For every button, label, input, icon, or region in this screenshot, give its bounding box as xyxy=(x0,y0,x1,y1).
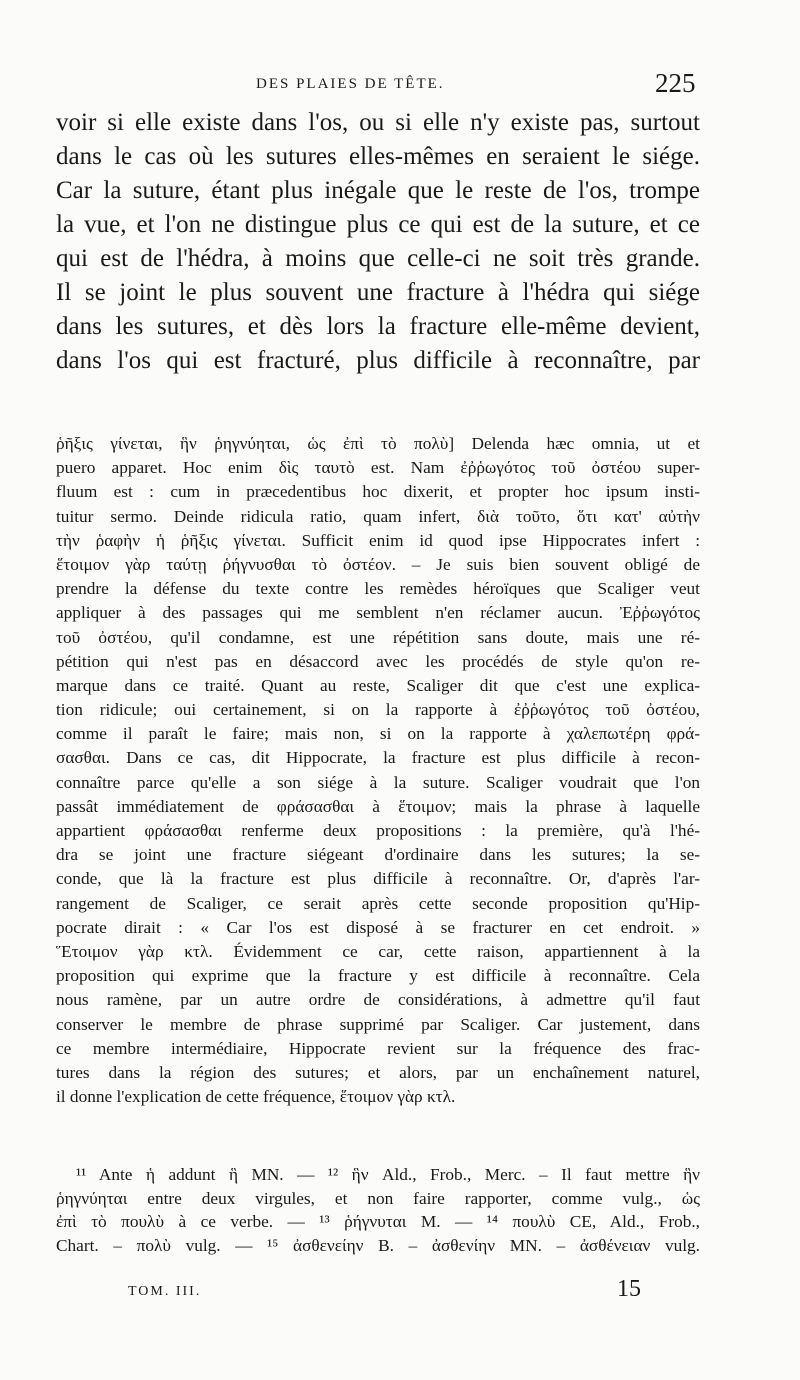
variant-line: Chart. – πολὺ vulg. — ¹⁵ ἀσθενείην B. – ἀσθενίην MN. – ἀσθένειαν vulg. xyxy=(56,1235,700,1255)
main-text-line: Car la suture, étant plus inégale que le reste de l'os, trompe xyxy=(56,177,700,204)
commentary-line: tuitur sermo. Deinde ridicula ratio, quam infert, διὰ τοῦτο, ὅτι κατ' αὐτὴν xyxy=(56,506,700,526)
commentary-line: ἕτοιμον γὰρ ταύτῃ ῥήγνυσθαι τὸ ὀστέον. – Je suis bien souvent obligé de xyxy=(56,554,700,574)
main-text-line: dans le cas où les sutures elles-mêmes en seraient le siége. xyxy=(56,143,700,170)
commentary-line: prendre la défense du texte contre les remèdes héroïques que Scaliger veut xyxy=(56,579,700,599)
commentary-line: marque dans ce traité. Quant au reste, Scaliger dit que c'est une explica- xyxy=(56,675,700,695)
commentary-line: nous ramène, par un autre ordre de considérations, à admettre qu'il faut xyxy=(56,990,700,1010)
main-text-line: dans les sutures, et dès lors la fracture elle-même devient, xyxy=(56,313,700,340)
commentary-line: ce membre intermédiaire, Hippocrate revient sur la fréquence des frac- xyxy=(56,1038,700,1058)
commentary-line: puero apparet. Hoc enim δὶς ταυτὸ est. Nam ἐῤῥωγότος τοῦ ὀστέου super- xyxy=(56,458,700,478)
main-text-line: voir si elle existe dans l'os, ou si elle n'y existe pas, surtout xyxy=(56,109,700,136)
commentary-line: appliquer à des passages qui me semblent n'en réclamer aucun. Ἐῤῥωγότος xyxy=(56,603,700,623)
commentary-line: passât immédiatement de φράσασθαι à ἕτοιμον; mais la phrase à laquelle xyxy=(56,796,700,816)
signature-mark: 15 xyxy=(617,1276,641,1302)
commentary-line: Ἕτοιμον γὰρ κτλ. Évidemment ce car, cette raison, appartiennent à la xyxy=(56,941,700,961)
main-text-block xyxy=(56,106,700,378)
commentary-line: pétition qui n'est pas en désaccord avec les procédés de style qu'on re- xyxy=(56,651,700,671)
commentary-line: conserver le membre de phrase supprimé par Scaliger. Car justement, dans xyxy=(56,1014,700,1034)
commentary-line: dra se joint une fracture siégeant d'ordinaire dans les sutures; la se- xyxy=(56,845,700,865)
page-footer xyxy=(0,1276,800,1306)
commentary-line: fluum est : cum in præcedentibus hoc dixerit, et propter hoc ipsum insti- xyxy=(56,482,700,502)
commentary-line: tion ridicule; oui certainement, si on la rapporte à ἐῤῥωγότος τοῦ ὀστέου, xyxy=(56,700,700,720)
commentary-line: pocrate dirait : « Car l'os est disposé à se fracturer en cet endroit. » xyxy=(56,917,700,937)
commentary-line: τοῦ ὀστέου, qu'il condamne, est une répétition sans doute, mais une ré- xyxy=(56,627,700,647)
commentary-line: σασθαι. Dans ce cas, dit Hippocrate, la fracture est plus difficile à recon- xyxy=(56,748,700,768)
main-text-line: dans l'os qui est fracturé, plus difficile à reconnaître, par xyxy=(56,347,700,374)
commentary-line: conde, que là la fracture est plus difficile à reconnaître. Or, d'après l'ar- xyxy=(56,869,700,889)
commentary-line: proposition qui exprime que la fracture y est difficile à reconnaître. Cela xyxy=(56,966,700,986)
running-head xyxy=(0,68,800,102)
textual-variants xyxy=(56,1163,700,1257)
commentary-line: ῥῆξις γίνεται, ἣν ῥηγνύηται, ὡς ἐπὶ τὸ πολὺ] Delenda hæc omnia, ut et xyxy=(56,434,700,453)
commentary-line: τὴν ῥαφὴν ἡ ῥῆξις γίνεται. Sufficit enim id quod ipse Hippocrates infert : xyxy=(56,530,700,550)
commentary-notes xyxy=(56,432,700,1109)
commentary-line: tures dans la région des sutures; et alors, par un enchaînement naturel, xyxy=(56,1062,700,1082)
volume-mark: TOM. III. xyxy=(128,1284,202,1299)
commentary-line: il donne l'explication de cette fréquence, ἕτοιμον γὰρ κτλ. xyxy=(56,1087,456,1107)
main-text-line: la vue, et l'on ne distingue plus ce qui est de la suture, et ce xyxy=(56,211,700,238)
commentary-line: appartient φράσασθαι renferme deux propositions : la première, qu'à l'hé- xyxy=(56,821,700,840)
commentary-line: connaître parce qu'elle a son siége à la suture. Scaliger voudrait que l'on xyxy=(56,772,700,792)
main-text-line: Il se joint le plus souvent une fracture à l'hédra qui siége xyxy=(56,279,700,306)
variant-line: ῥηγνύηται entre deux virgules, et non faire rapporter, comme vulg., ὡς xyxy=(56,1188,700,1208)
running-title: DES PLAIES DE TÊTE. xyxy=(256,76,445,92)
commentary-line: comme il paraît le faire; mais non, si on la rapporte à χαλεπωτέρη φρά- xyxy=(56,724,700,744)
page-number: 225 xyxy=(655,68,696,98)
variant-line: ¹¹ Ante ἡ addunt ἣ MN. — ¹² ἣν Ald., Frob., Merc. – Il faut mettre ἣν xyxy=(76,1165,700,1184)
commentary-line: rangement de Scaliger, ce serait après cette seconde proposition qu'Hip- xyxy=(56,893,700,913)
main-text-line: qui est de l'hédra, à moins que celle-ci ne soit très grande. xyxy=(56,245,700,272)
variant-line: ἐπὶ τὸ πουλὺ à ce verbe. — ¹³ ῥήγνυται M. — ¹⁴ πουλὺ CE, Ald., Frob., xyxy=(56,1212,700,1231)
